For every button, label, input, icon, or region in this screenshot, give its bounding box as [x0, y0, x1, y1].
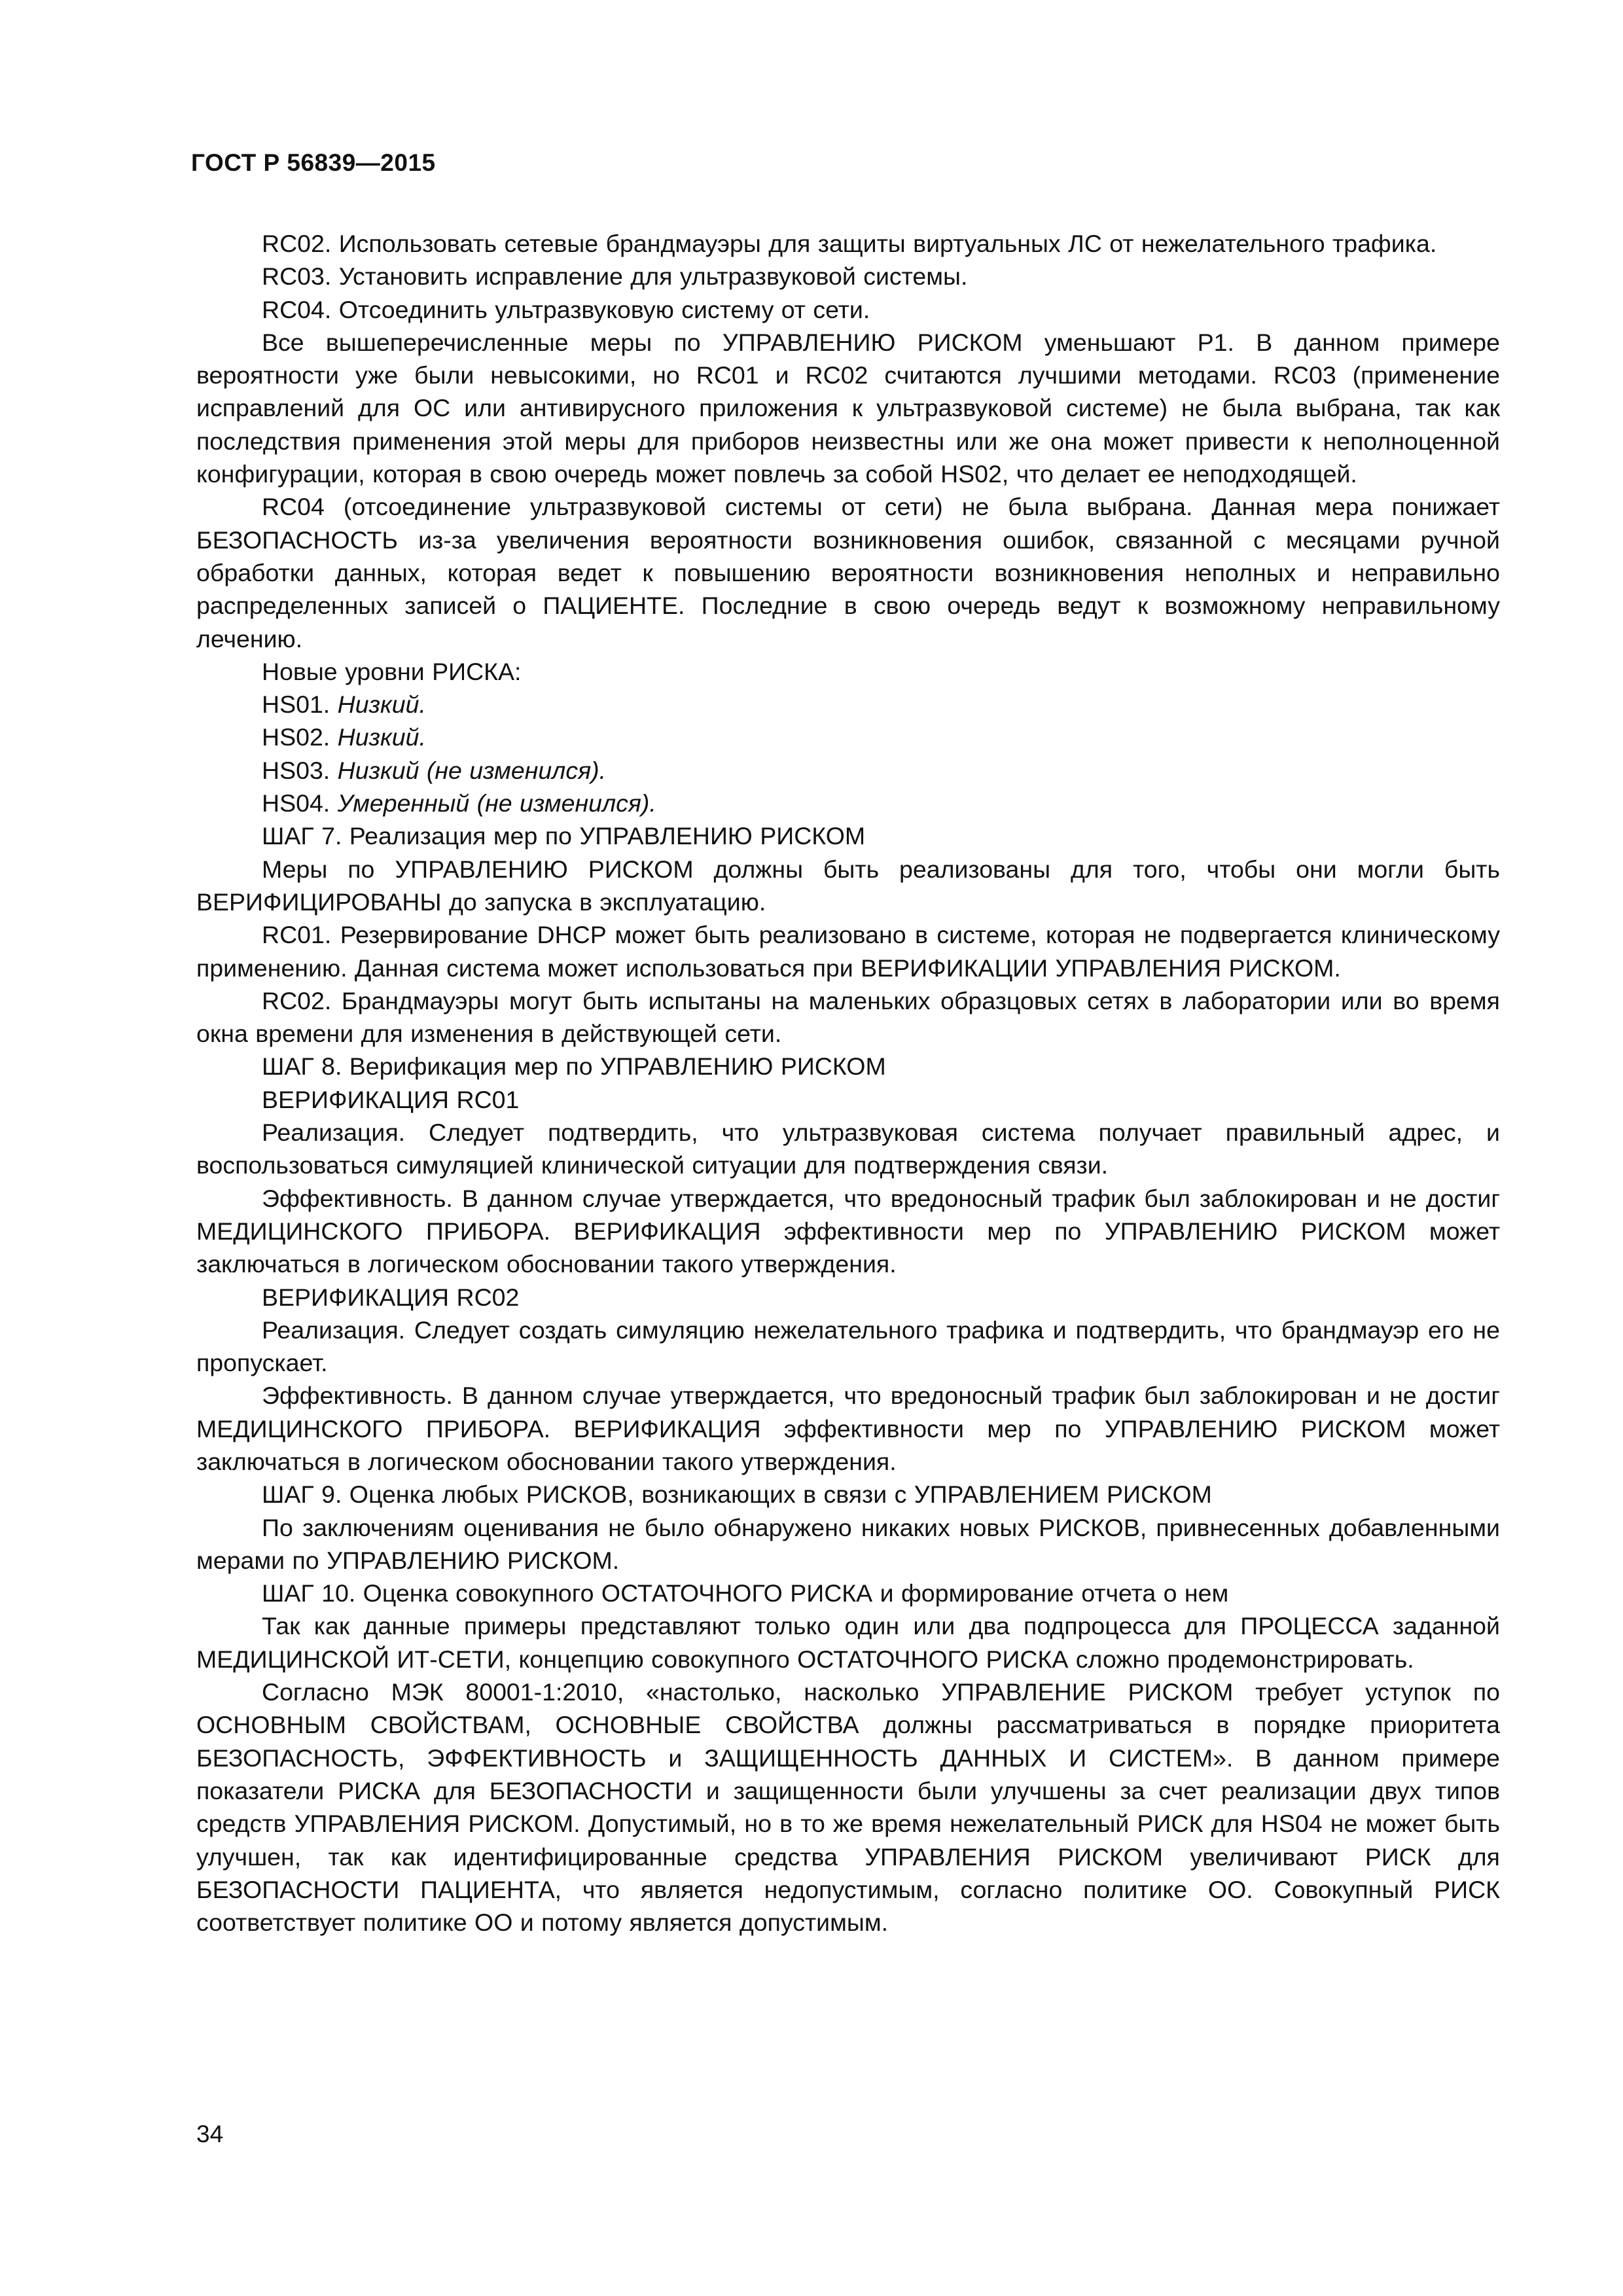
document-body	[196, 227, 1500, 1939]
paragraph: RC04 (отсоединение ультразвуковой системы от сети) не была выбрана. Данная мера понижает БЕЗОПАСНОСТЬ из-за увеличения вероятности возникновения ошибок, связанной с месяцами ручной обработки данных, которая ведет к повышению вероятности возникновения неполных и неправильно распределенных записей о ПАЦИЕНТЕ. Последние в свою очередь ведут к возможному неправильному лечению.	[196, 493, 1500, 653]
risk-level: Низкий.	[337, 691, 426, 719]
paragraph: RC02. Использовать сетевые брандмауэры для защиты виртуальных ЛС от нежелательного трафика.	[262, 230, 1437, 257]
paragraph: Все вышеперечисленные меры по УПРАВЛЕНИЮ РИСКОМ уменьшают P1. В данном примере вероятности уже были невысокими, но RC01 и RC02 считаются лучшими методами. RC03 (применение исправлений для ОС или антивирусного приложения к ультразвуковой системе) не была выбрана, так как последствия применения этой меры для приборов неизвестны или же она может привести к неполноценной конфигурации, которая в свою очередь может повлечь за собой HS02, что делает ее неподходящей.	[196, 328, 1500, 488]
step-heading: ШАГ 10. Оценка совокупного ОСТАТОЧНОГО РИСКА и формирование отчета о нем	[262, 1579, 1229, 1607]
risk-level-item	[196, 787, 1500, 819]
step-heading: ШАГ 9. Оценка любых РИСКОВ, возникающих в связи с УПРАВЛЕНИЕМ РИСКОМ	[262, 1480, 1212, 1509]
step-heading: ШАГ 7. Реализация мер по УПРАВЛЕНИЮ РИСКОМ	[262, 822, 866, 850]
paragraph: Так как данные примеры представляют только один или два подпроцесса для ПРОЦЕССА заданной МЕДИЦИНСКОЙ ИТ-СЕТИ, концепцию совокупного ОСТАТОЧНОГО РИСКА сложно продемонстрировать.	[196, 1612, 1500, 1673]
paragraph: Реализация. Следует создать симуляцию нежелательного трафика и подтвердить, что брандмауэр его не пропускает.	[196, 1316, 1500, 1377]
subheading: ВЕРИФИКАЦИЯ RC01	[262, 1085, 520, 1113]
risk-level-item	[196, 721, 1500, 753]
page-number: 34	[196, 2121, 224, 2147]
risk-level: Умеренный (не изменился).	[337, 789, 656, 817]
paragraph: Согласно МЭК 80001-1:2010, «настолько, насколько УПРАВЛЕНИЕ РИСКОМ требует уступок по ОСНОВНЫМ СВОЙСТВАМ, ОСНОВНЫЕ СВОЙСТВА должны рассматриваться в порядке приоритета БЕЗОПАСНОСТЬ, ЭФФЕКТИВНОСТЬ и ЗАЩИЩЕННОСТЬ ДАННЫХ И СИСТЕМ». В данном примере показатели РИСКА для БЕЗОПАСНОСТИ и защищенности были улучшены за счет реализации двух типов средств УПРАВЛЕНИЯ РИСКОМ. Допустимый, но в то же время нежелательный РИСК для HS04 не может быть улучшен, так как идентифицированные средства УПРАВЛЕНИЯ РИСКОМ увеличивают РИСК для БЕЗОПАСНОСТИ ПАЦИЕНТА, что является недопустимым, согласно политике ОО. Совокупный РИСК соответствует политике ОО и потому является допустимым.	[196, 1678, 1500, 1937]
risk-level: Низкий (не изменился).	[337, 756, 607, 784]
subheading: ВЕРИФИКАЦИЯ RC02	[262, 1283, 520, 1311]
risk-level-item	[196, 754, 1500, 787]
paragraph: Меры по УПРАВЛЕНИЮ РИСКОМ должны быть реализованы для того, чтобы они могли быть ВЕРИФИЦИРОВАНЫ до запуска в эксплуатацию.	[196, 855, 1500, 916]
paragraph: Эффективность. В данном случае утверждается, что вредоносный трафик был заблокирован и не достиг МЕДИЦИНСКОГО ПРИБОРА. ВЕРИФИКАЦИЯ эффективности мер по УПРАВЛЕНИЮ РИСКОМ может заключаться в логическом обосновании такого утверждения.	[196, 1382, 1500, 1475]
paragraph: Реализация. Следует подтвердить, что ультразвуковая система получает правильный адрес, и воспользоваться симуляцией клинической ситуации для подтверждения связи.	[196, 1119, 1500, 1179]
paragraph: RC01. Резервирование DHCP может быть реализовано в системе, которая не подвергается клиническому применению. Данная система может использоваться при ВЕРИФИКАЦИИ УПРАВЛЕНИЯ РИСКОМ.	[196, 921, 1500, 982]
risk-id: HS03.	[262, 756, 330, 784]
risk-level: Низкий.	[337, 723, 426, 751]
paragraph: RC03. Установить исправление для ультразвуковой системы.	[262, 262, 968, 291]
paragraph: По заключениям оценивания не было обнаружено никаких новых РИСКОВ, привнесенных добавленными мерами по УПРАВЛЕНИЮ РИСКОМ.	[196, 1513, 1500, 1574]
step-heading: ШАГ 8. Верификация мер по УПРАВЛЕНИЮ РИСКОМ	[262, 1052, 886, 1081]
paragraph: RC04. Отсоединить ультразвуковую систему от сети.	[262, 295, 870, 323]
risk-id: HS04.	[262, 789, 330, 817]
risk-level-item	[196, 688, 1500, 721]
document-header: ГОСТ Р 56839—2015	[191, 149, 436, 176]
risk-id: HS02.	[262, 723, 330, 751]
paragraph: Новые уровни РИСКА:	[262, 657, 522, 685]
risk-id: HS01.	[262, 691, 330, 719]
paragraph: Эффективность. В данном случае утверждается, что вредоносный трафик был заблокирован и не достиг МЕДИЦИНСКОГО ПРИБОРА. ВЕРИФИКАЦИЯ эффективности мер по УПРАВЛЕНИЮ РИСКОМ может заключаться в логическом обосновании такого утверждения.	[196, 1184, 1500, 1278]
paragraph: RC02. Брандмауэры могут быть испытаны на маленьких образцовых сетях в лаборатории или во время окна времени для изменения в действующей сети.	[196, 986, 1500, 1048]
